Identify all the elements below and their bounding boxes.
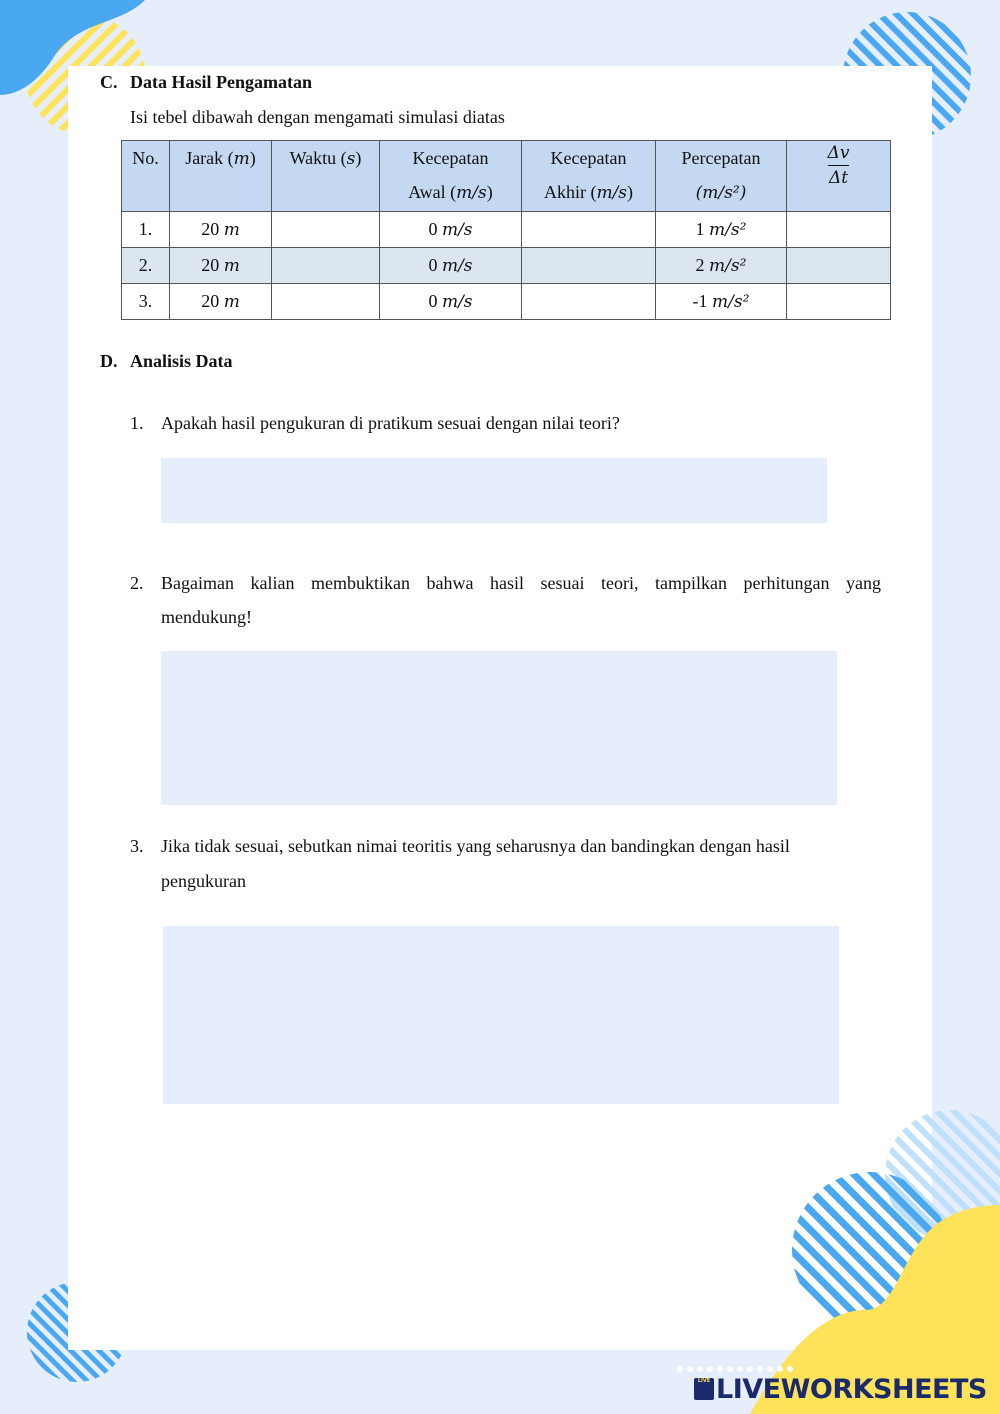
table-row — [122, 212, 891, 248]
cell-no: 3. — [122, 284, 170, 320]
logo-badge: LIVE — [694, 1378, 714, 1400]
section-c-instruction: Isi tebel dibawah dengan mengamati simulasi diatas — [130, 107, 505, 127]
cell-percepatan: -1 m/s² — [656, 284, 787, 320]
liveworksheets-logo — [676, 1364, 992, 1406]
logo-dots — [676, 1364, 796, 1374]
question-3-text: Jika tidak sesuai, sebutkan nimai teoritis yang seharusnya dan bandingkan dengan hasil — [161, 836, 790, 856]
table-header-row — [122, 141, 891, 212]
cell-waktu-input[interactable] — [272, 212, 380, 248]
cell-v-akhir-input[interactable] — [522, 212, 656, 248]
frac-denominator: Δt — [828, 168, 849, 188]
question-2-text-cont: mendukung! — [161, 607, 252, 627]
section-d-heading — [100, 351, 233, 372]
cell-v-akhir-input[interactable] — [522, 248, 656, 284]
table-row — [122, 248, 891, 284]
question-3-text-cont: pengukuran — [161, 871, 246, 891]
question-3-number: 3. — [130, 836, 144, 856]
answer-box-3[interactable] — [163, 926, 839, 1104]
header-waktu: Waktu (s) — [272, 141, 380, 212]
cell-jarak: 20 m — [170, 284, 272, 320]
section-d-letter: D. — [100, 351, 118, 371]
answer-box-2[interactable] — [161, 651, 837, 805]
header-kecepatan-awal: Kecepatan Awal (m/s) — [380, 141, 522, 212]
question-1-number: 1. — [130, 413, 144, 433]
question-1-text: Apakah hasil pengukuran di pratikum sesuai dengan nilai teori? — [161, 413, 620, 433]
question-2-number: 2. — [130, 573, 144, 593]
cell-jarak: 20 m — [170, 212, 272, 248]
section-c-letter: C. — [100, 72, 118, 92]
cell-v-akhir-input[interactable] — [522, 284, 656, 320]
cell-percepatan: 1 m/s² — [656, 212, 787, 248]
cell-percepatan: 2 m/s² — [656, 248, 787, 284]
cell-v-awal: 0 m/s — [380, 284, 522, 320]
cell-jarak: 20 m — [170, 248, 272, 284]
cell-no: 2. — [122, 248, 170, 284]
header-no: No. — [122, 141, 170, 212]
header-kecepatan-akhir: Kecepatan Akhir (m/s) — [522, 141, 656, 212]
logo-text: LIVEWORKSHEETS — [716, 1374, 987, 1405]
section-c-title: Data Hasil Pengamatan — [130, 72, 312, 92]
cell-dvdt-input[interactable] — [787, 212, 891, 248]
observation-table — [121, 140, 891, 320]
section-d-title: Analisis Data — [130, 351, 233, 371]
cell-waktu-input[interactable] — [272, 284, 380, 320]
cell-dvdt-input[interactable] — [787, 248, 891, 284]
header-jarak: Jarak (m) — [170, 141, 272, 212]
header-percepatan: Percepatan (m/s²) — [656, 141, 787, 212]
answer-box-1[interactable] — [161, 458, 827, 523]
table-row — [122, 284, 891, 320]
header-delta-v-delta-t — [787, 141, 891, 212]
frac-numerator: Δv — [827, 143, 850, 163]
cell-no: 1. — [122, 212, 170, 248]
cell-waktu-input[interactable] — [272, 248, 380, 284]
cell-v-awal: 0 m/s — [380, 212, 522, 248]
cell-dvdt-input[interactable] — [787, 284, 891, 320]
cell-v-awal: 0 m/s — [380, 248, 522, 284]
section-c-heading — [100, 72, 312, 93]
question-2-text: Bagaiman kalian membuktikan bahwa hasil sesuai teori, tampilkan perhitungan yang — [161, 573, 881, 593]
